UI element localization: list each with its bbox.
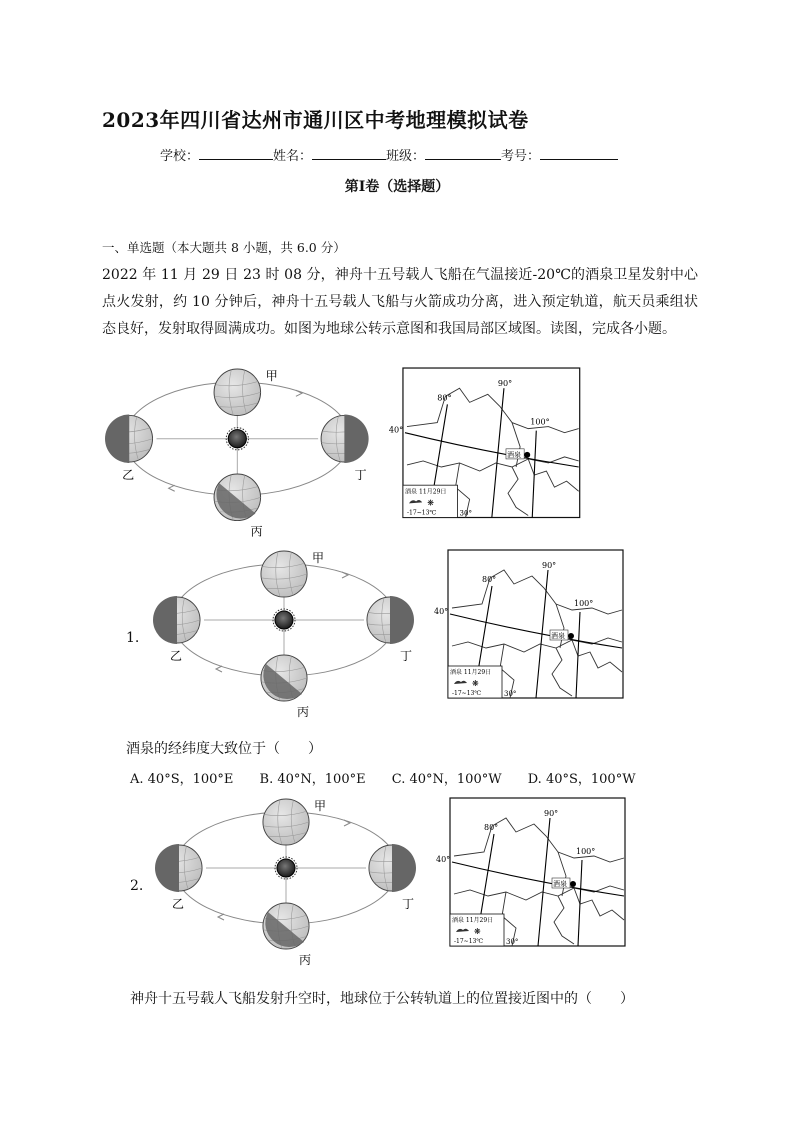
orbit-diagram xyxy=(153,550,414,719)
weather-line1: 酒泉 11月29日 xyxy=(452,917,494,924)
option-b[interactable]: B. 40°N，100°E xyxy=(259,772,366,787)
question-1-stem: 酒泉的经纬度大致位于（ ） xyxy=(126,741,322,757)
label-yi: 乙 xyxy=(170,649,183,663)
city-label: 酒泉 xyxy=(553,880,567,888)
orbit-diagram xyxy=(155,798,416,967)
lon-100-label: 100° xyxy=(530,416,550,427)
school-blank[interactable] xyxy=(199,145,273,160)
earth-bottom-icon xyxy=(261,655,307,701)
lon-90-label: 90° xyxy=(497,378,513,389)
exam-no-blank[interactable] xyxy=(540,145,618,160)
info-line xyxy=(160,145,618,164)
label-ding: 丁 xyxy=(402,897,415,911)
region-map xyxy=(434,550,623,698)
weather-line2: -17~13℃ xyxy=(454,938,484,945)
question-1-number: 1. xyxy=(126,630,140,646)
sun-icon xyxy=(273,609,295,631)
lon-90-label: 90° xyxy=(544,809,559,818)
lat-40-label: 40° xyxy=(436,855,451,864)
name-label: 姓名： xyxy=(273,149,313,164)
weather-line2: -17~13℃ xyxy=(452,690,482,697)
option-a[interactable]: A. 40°S，100°E xyxy=(130,772,234,787)
section-heading: 一、单选题（本大题共 8 小题，共 6.0 分） xyxy=(102,240,346,255)
class-label: 班级： xyxy=(386,149,426,164)
question-2-stem: 神舟十五号载人飞船发射升空时，地球位于公转轨道上的位置接近图中的（ ） xyxy=(130,991,634,1007)
label-yi: 乙 xyxy=(172,897,185,911)
weather-line1: 酒泉 11月29日 xyxy=(404,488,447,496)
question-2-number: 2. xyxy=(130,878,144,894)
lon-80-label: 80° xyxy=(482,575,497,584)
earth-left-icon xyxy=(153,596,200,644)
jiuquan-marker xyxy=(568,633,574,639)
lat-40-label: 40° xyxy=(388,424,404,435)
option-d[interactable]: D. 40°S，100°W xyxy=(527,772,636,787)
jiuquan-marker xyxy=(524,452,530,458)
lon-80-label: 80° xyxy=(484,823,499,832)
label-jia: 甲 xyxy=(314,799,327,813)
lat-30-label: 30° xyxy=(506,938,519,946)
volume-title: 第Ⅰ卷（选择题） xyxy=(344,179,450,195)
figure-intro xyxy=(104,366,569,539)
city-label: 酒泉 xyxy=(551,632,565,640)
label-jia: 甲 xyxy=(312,551,325,565)
earth-right-icon xyxy=(321,414,369,462)
option-c[interactable]: C. 40°N，100°W xyxy=(391,772,502,787)
lat-40-label: 40° xyxy=(434,607,449,616)
jiuquan-marker xyxy=(570,881,576,887)
figure-svg xyxy=(104,366,569,539)
earth-bottom-icon xyxy=(214,474,261,521)
label-ding: 丁 xyxy=(400,649,413,663)
page-title: 2023年四川省达州市通川区中考地理模拟试卷 xyxy=(102,108,529,132)
region-map xyxy=(436,798,625,946)
label-yi: 乙 xyxy=(122,468,135,483)
region-map xyxy=(389,368,580,517)
figure-q2 xyxy=(154,796,614,967)
exam-no-label: 考号： xyxy=(501,149,541,164)
label-bing: 丙 xyxy=(297,705,310,719)
label-bing: 丙 xyxy=(250,524,263,539)
earth-left-icon xyxy=(155,844,202,892)
school-label: 学校： xyxy=(160,149,200,164)
name-blank[interactable] xyxy=(312,145,386,160)
question-1-options xyxy=(130,768,658,787)
figure-svg xyxy=(152,548,612,719)
earth-top-icon xyxy=(261,551,307,597)
class-blank[interactable] xyxy=(425,145,501,160)
question-intro: 2022 年 11 月 29 日 23 时 08 分，神舟十五号载人飞船在气温接近-20℃的酒泉卫星发射中心点火发射，约 10 分钟后，神舟十五号载人飞船与火箭成功分离，进入预定轨道，航天员乘组状态良好，发射取得圆满成功。如图为地球公转示意图和我国局部区域图。读图，完成各小题。 xyxy=(102,267,698,337)
snow-icon: ❋ xyxy=(474,927,481,936)
lon-80-label: 80° xyxy=(437,392,452,403)
figure-svg xyxy=(154,796,614,967)
label-bing: 丙 xyxy=(299,953,312,967)
figure-q1 xyxy=(152,548,612,719)
orbit-diagram xyxy=(105,368,369,539)
earth-top-icon xyxy=(263,799,309,845)
label-ding: 丁 xyxy=(354,468,367,483)
city-label: 酒泉 xyxy=(506,449,522,459)
earth-right-icon xyxy=(367,596,414,644)
earth-bottom-icon xyxy=(263,903,309,949)
lon-90-label: 90° xyxy=(542,561,557,570)
weather-line2: -17~13℃ xyxy=(407,509,437,517)
label-jia: 甲 xyxy=(265,369,278,384)
lon-100-label: 100° xyxy=(574,599,594,608)
snow-icon: ❋ xyxy=(427,497,434,508)
sun-icon xyxy=(275,857,297,879)
earth-right-icon xyxy=(369,844,416,892)
snow-icon: ❋ xyxy=(472,679,479,688)
lat-30-label: 30° xyxy=(504,690,517,698)
earth-left-icon xyxy=(105,414,153,462)
lat-30-label: 30° xyxy=(459,508,473,518)
earth-top-icon xyxy=(214,369,261,416)
weather-line1: 酒泉 11月29日 xyxy=(450,669,492,676)
lon-100-label: 100° xyxy=(576,847,596,856)
sun-icon xyxy=(226,428,248,450)
